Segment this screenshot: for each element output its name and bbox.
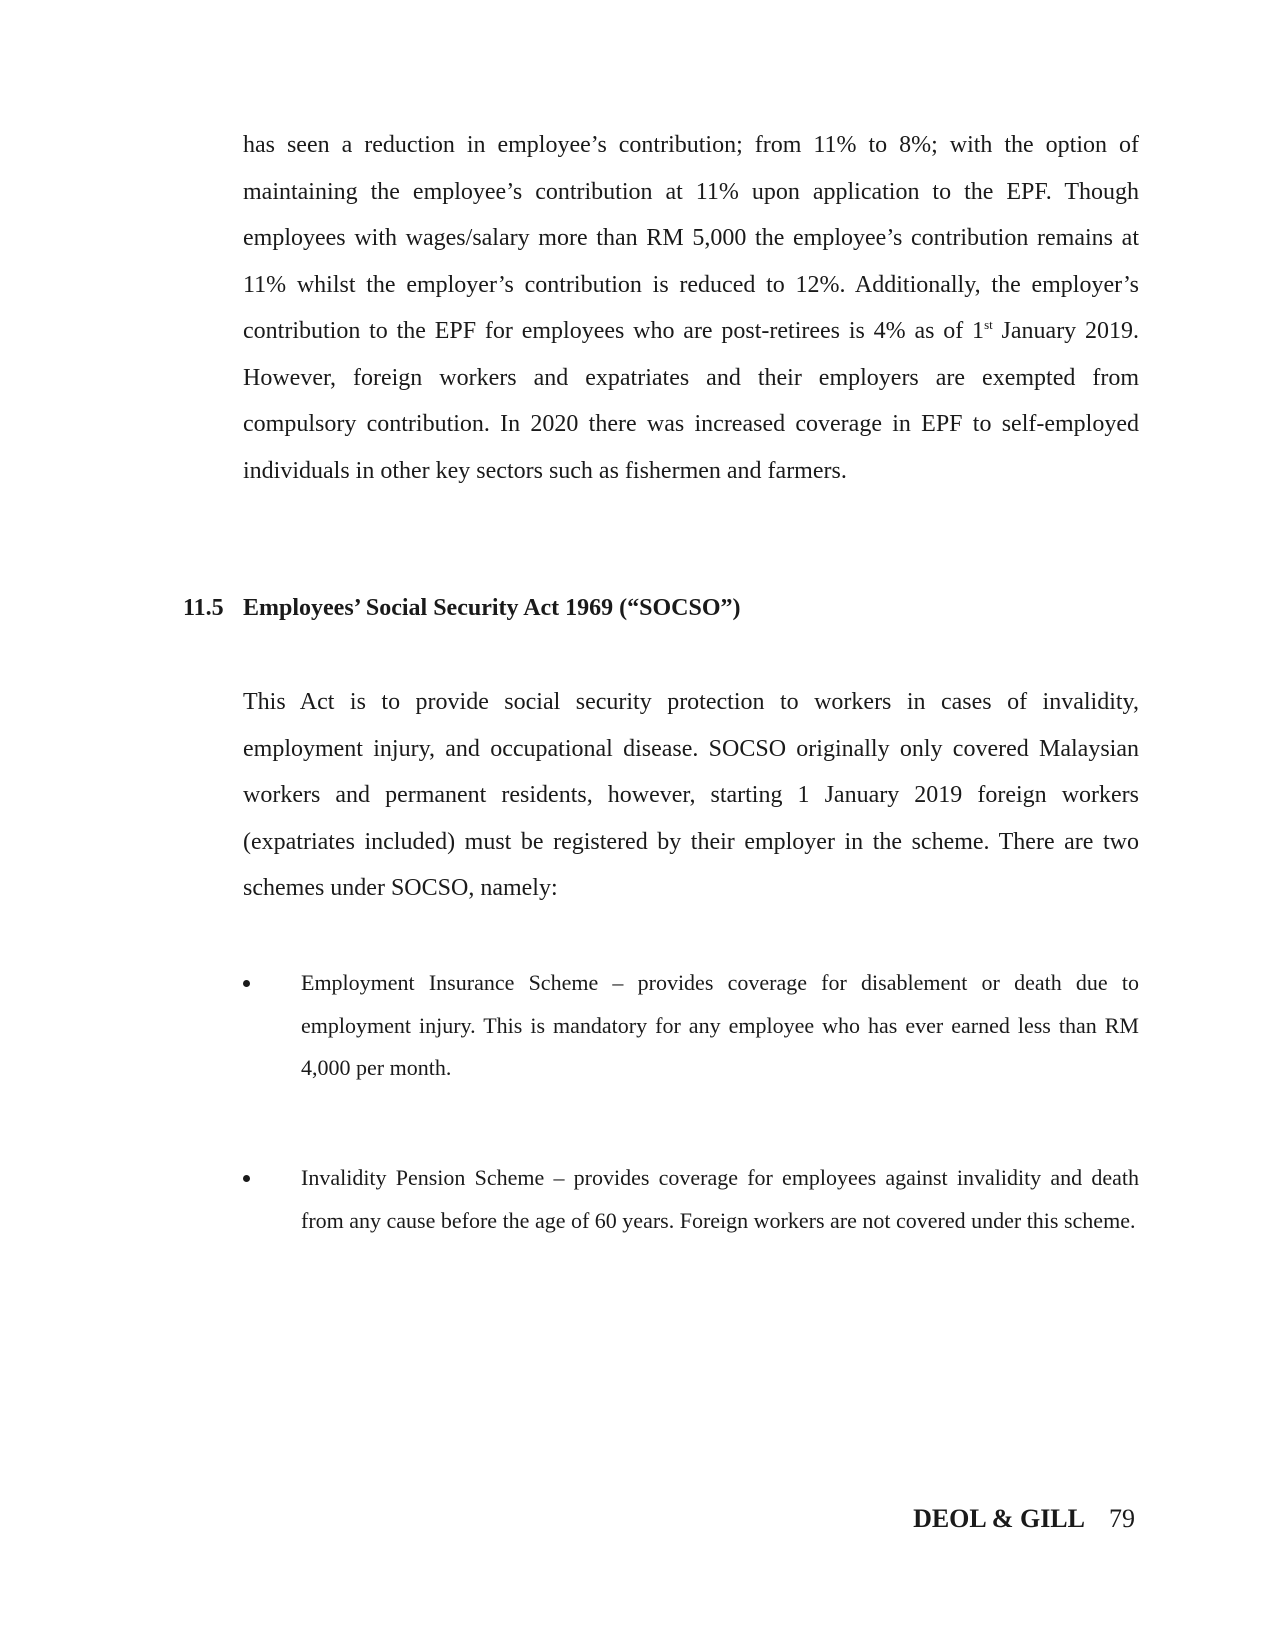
bullet-list-employment-insurance — [243, 962, 1139, 1090]
list-item — [243, 962, 1139, 1090]
section-number: 11.5 — [183, 595, 224, 621]
socso-paragraph: This Act is to provide social security protection to workers in cases of invalidity, employment injury, and occupational disease. SOCSO originally only covered Malaysian workers and permanent residents, however, starting 1 January 2019 foreign workers (expatriates included) must be registered by their employer in the scheme. There are two schemes under SOCSO, namely: — [243, 689, 1139, 901]
epf-paragraph-text-cont: January 2019. However, foreign workers and expatriates and their employers are exempted from compulsory contribution. In 2020 there was increased coverage in EPF to self-employed individuals in other key sectors such as fishermen and farmers. — [243, 318, 1139, 484]
section-heading — [183, 592, 1139, 624]
list-item — [243, 1157, 1139, 1242]
epf-paragraph-text: has seen a reduction in employee’s contribution; from 11% to 8%; with the option of maintaining the employee’s contribution at 11% upon application to the EPF. Though employees with wages/salary more than RM 5,000 the employee’s contribution remains at 11% whilst the employer’s contribution is reduced to 12%. Additionally, the employer’s contribution to the EPF for employees who are post-retirees is 4% as of 1 — [243, 132, 1139, 344]
page-number: 79 — [1109, 1504, 1135, 1533]
page-footer — [913, 1503, 1135, 1535]
footer-brand: DEOL & GILL — [913, 1504, 1085, 1533]
epf-paragraph — [243, 122, 1139, 494]
bullet-icon — [243, 1175, 250, 1182]
ordinal-superscript: st — [984, 317, 993, 332]
section-title: Employees’ Social Security Act 1969 (“SOCSO”) — [243, 595, 741, 621]
bullet-icon — [243, 980, 250, 987]
bullet-list-invalidity-pension — [243, 1157, 1139, 1242]
bullet-text-invalidity-pension: Invalidity Pension Scheme – provides coverage for employees against invalidity and death from any cause before the age of 60 years. Foreign workers are not covered under this scheme. — [301, 1165, 1139, 1233]
bullet-text-employment-insurance: Employment Insurance Scheme – provides coverage for disablement or death due to employment injury. This is mandatory for any employee who has ever earned less than RM 4,000 per month. — [301, 970, 1139, 1080]
